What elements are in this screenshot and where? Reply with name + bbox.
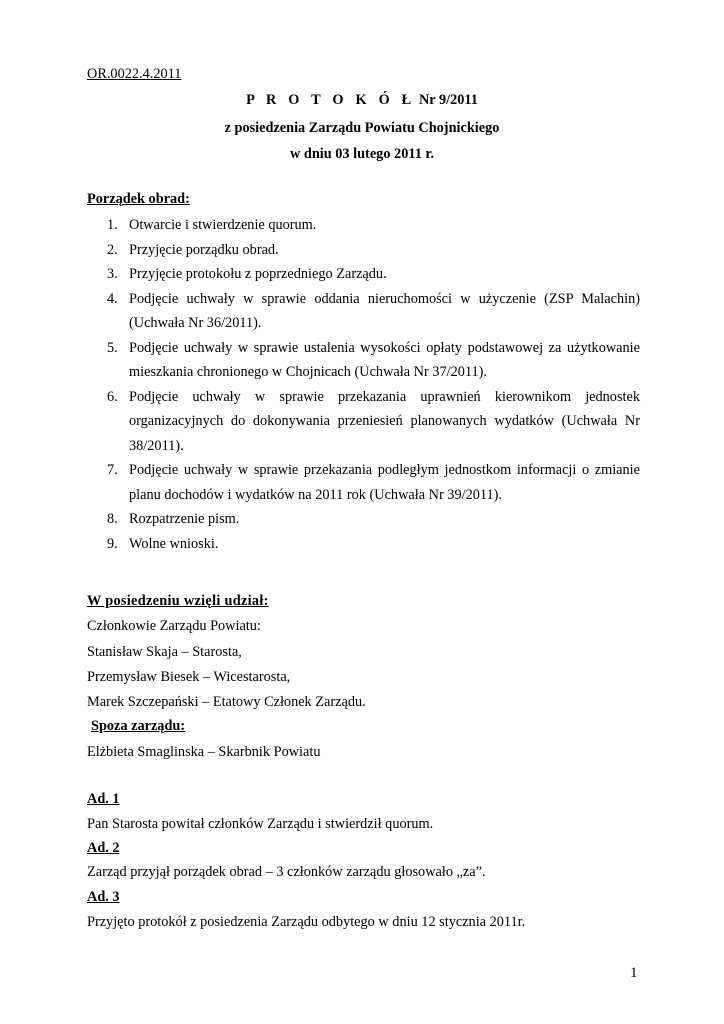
attendance-heading: W posiedzeniu wzięli udział: xyxy=(87,593,269,609)
agenda-item-number: 1. xyxy=(107,217,118,233)
section-heading-ad1: Ad. 1 xyxy=(87,791,120,807)
document-subtitle: z posiedzenia Zarządu Powiatu Chojnickiego xyxy=(224,120,500,136)
document-reference: OR.0022.4.2011 xyxy=(87,66,182,82)
section-heading-ad3: Ad. 3 xyxy=(87,889,120,905)
agenda-item-text: Rozpatrzenie pism. xyxy=(129,511,240,527)
agenda-item-number: 5. xyxy=(107,339,118,356)
board-member: Marek Szczepański – Etatowy Członek Zarządu. xyxy=(87,694,366,710)
agenda-item xyxy=(87,238,640,263)
agenda-item-number: 3. xyxy=(107,266,118,282)
agenda-item-text: Podjęcie uchwały w sprawie przekazania podległym jednostkom informacji o zmianie planu dochodów i wydatków na 2011 rok (Uchwała Nr 39/2011). xyxy=(129,462,640,503)
meeting-date: w dniu 03 lutego 2011 r. xyxy=(289,146,435,162)
agenda-item-text: Podjęcie uchwały w sprawie przekazania uprawnień kierownikom jednostek organizacyjnych do dokonywania przeniesień planowanych wydatków (Uchwała Nr 38/2011). xyxy=(129,388,640,454)
section-text-ad3: Przyjęto protokół z posiedzenia Zarządu odbytego w dniu 12 stycznia 2011r. xyxy=(87,914,526,930)
agenda-item-number: 9. xyxy=(107,535,118,552)
agenda-item-text: Wolne wnioski. xyxy=(129,535,219,552)
agenda-item-text: Przyjęcie porządku obrad. xyxy=(129,241,279,258)
section-text-ad1: Pan Starosta powitał członków Zarządu i stwierdził quorum. xyxy=(87,816,434,832)
agenda-item-text: Otwarcie i stwierdzenie quorum. xyxy=(129,217,317,233)
board-member: Przemysław Biesek – Wicestarosta, xyxy=(87,669,291,685)
page-number: 1 xyxy=(630,965,638,981)
agenda-item-number: 8. xyxy=(107,511,118,527)
agenda-item xyxy=(87,213,640,238)
agenda-item-text: Przyjęcie protokołu z poprzedniego Zarządu. xyxy=(129,266,387,282)
agenda-item xyxy=(87,458,640,507)
outside-board-heading: Spoza zarządu: xyxy=(91,718,186,734)
agenda-item xyxy=(87,385,640,459)
title-prefix: P R O T O K Ó Ł xyxy=(246,92,416,108)
outside-board-member: Elżbieta Smaglinska – Skarbnik Powiatu xyxy=(87,744,321,760)
title-number: Nr 9/2011 xyxy=(418,92,478,108)
agenda-list xyxy=(87,213,640,556)
document-title xyxy=(0,92,724,109)
agenda-item xyxy=(87,532,640,557)
agenda-item-number: 2. xyxy=(107,241,118,258)
agenda-item xyxy=(87,287,640,336)
section-text-ad2: Zarząd przyjął porządek obrad – 3 członków zarządu głosowało „za”. xyxy=(87,864,486,880)
agenda-item-text: Podjęcie uchwały w sprawie ustalenia wysokości opłaty podstawowej za użytkowanie mieszkania chronionego w Chojnicach (Uchwała Nr 37/2011). xyxy=(129,339,640,380)
board-label: Członkowie Zarządu Powiatu: xyxy=(87,618,261,634)
board-member: Stanisław Skaja – Starosta, xyxy=(87,644,242,660)
agenda-item-number: 4. xyxy=(107,290,118,307)
agenda-item xyxy=(87,262,640,287)
agenda-heading: Porządek obrad: xyxy=(87,191,190,207)
section-heading-ad2: Ad. 2 xyxy=(87,840,120,856)
agenda-item-text: Podjęcie uchwały w sprawie oddania nieruchomości w użyczenie (ZSP Malachin) (Uchwała Nr 36/2011). xyxy=(129,290,640,331)
agenda-item xyxy=(87,507,640,532)
agenda-item-number: 6. xyxy=(107,388,118,405)
agenda-item xyxy=(87,336,640,385)
agenda-item-number: 7. xyxy=(107,462,118,478)
